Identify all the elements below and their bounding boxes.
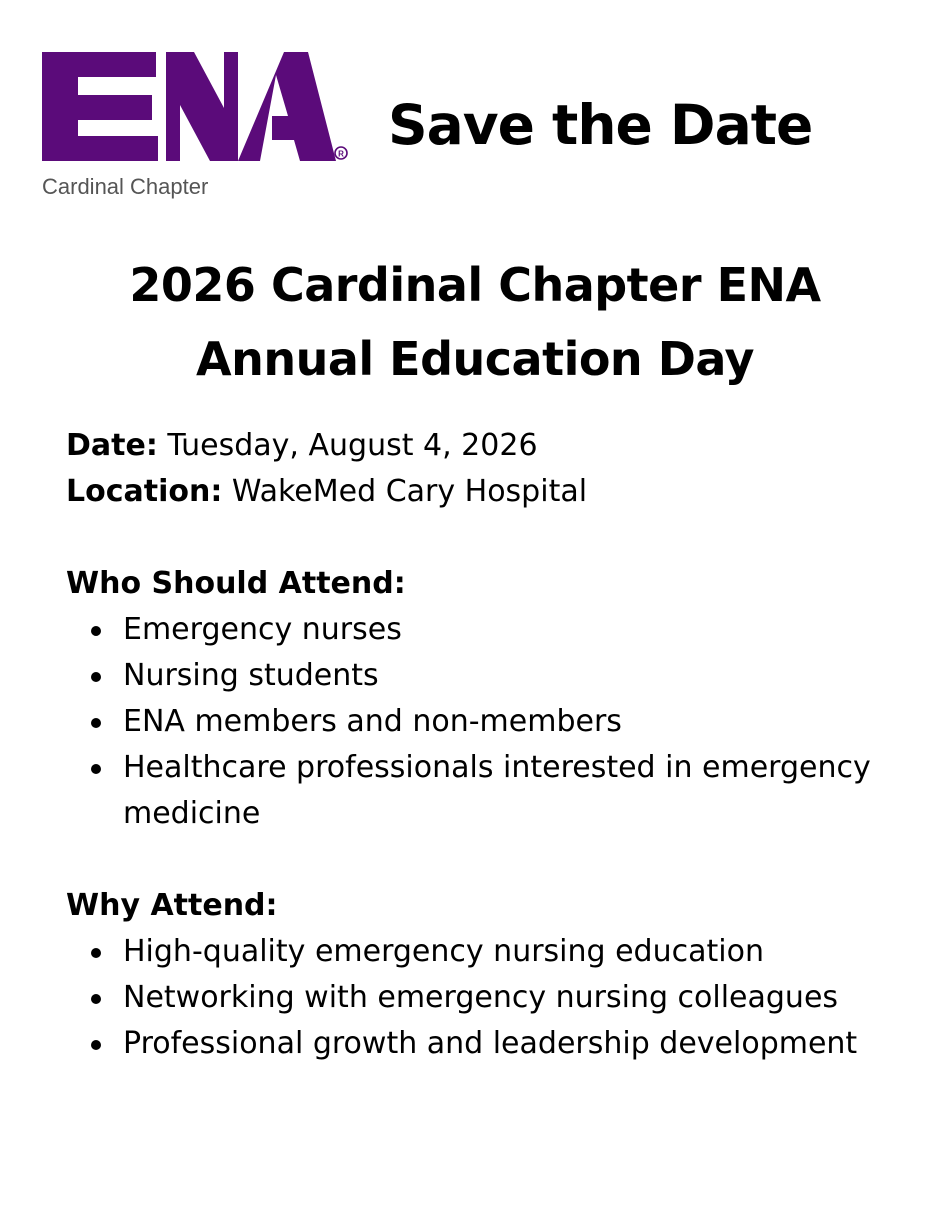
event-details	[66, 423, 936, 1067]
event-title-line-2: Annual Education Day	[196, 332, 754, 386]
bullet-icon	[91, 994, 101, 1004]
bullet-icon	[91, 626, 101, 636]
save-the-date-heading: Save the Date	[388, 93, 813, 157]
location-value: WakeMed Cary Hospital	[222, 474, 588, 509]
chapter-name: Cardinal Chapter	[42, 174, 209, 199]
bullet-icon	[91, 764, 101, 774]
ena-logo	[38, 50, 358, 205]
list-item: Emergency nurses	[66, 607, 923, 653]
event-title	[0, 248, 950, 396]
date-line	[66, 423, 936, 469]
event-title-line-1: 2026 Cardinal Chapter ENA	[129, 258, 821, 312]
spacer	[66, 837, 936, 883]
why-attend-heading: Why Attend:	[66, 888, 278, 923]
date-value: Tuesday, August 4, 2026	[157, 428, 538, 463]
location-line	[66, 469, 936, 515]
bullet-icon	[91, 718, 101, 728]
bullet-icon	[91, 672, 101, 682]
location-label: Location:	[66, 474, 223, 509]
bullet-icon	[91, 1040, 101, 1050]
list-item: Networking with emergency nursing colleagues	[66, 975, 923, 1021]
list-item: Professional growth and leadership development	[66, 1021, 923, 1067]
who-should-attend-list	[66, 607, 936, 837]
list-item: High-quality emergency nursing education	[66, 929, 923, 975]
date-label: Date:	[66, 428, 158, 463]
bullet-icon	[91, 948, 101, 958]
list-item: Healthcare professionals interested in emergency medicine	[66, 745, 923, 837]
list-item: ENA members and non-members	[66, 699, 923, 745]
list-item: Nursing students	[66, 653, 923, 699]
who-should-attend-heading: Who Should Attend:	[66, 566, 406, 601]
ena-wordmark-icon	[38, 50, 358, 165]
why-attend-list	[66, 929, 936, 1067]
spacer	[66, 515, 936, 561]
svg-text:R: R	[338, 149, 344, 159]
